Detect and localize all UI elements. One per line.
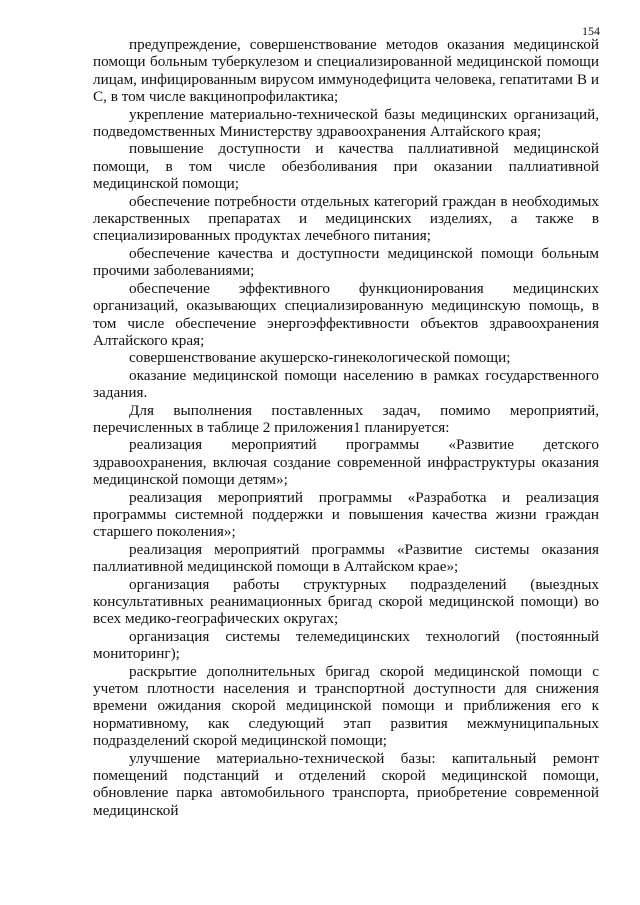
paragraph: раскрытие дополнительных бригад скорой медицинской помощи с учетом плотности населения и транспортной доступности для снижения времени ожидания скорой медицинской помощи и приближения его к нормативному, как следующий этап развития межмуниципальных подразделений скорой медицинской помощи; [93,662,599,750]
paragraph: обеспечение качества и доступности медицинской помощи больным прочими заболеваниями; [93,244,599,280]
paragraph: реализация мероприятий программы «Разработка и реализация программы системной поддержки и повышения качества жизни граждан старшего поколения»; [93,488,599,541]
paragraph: обеспечение потребности отдельных категорий граждан в необходимых лекарственных препаратах и медицинских изделиях, а также в специализированных продуктах лечебного питания; [93,192,599,245]
paragraph: организация системы телемедицинских технологий (постоянный мониторинг); [93,627,599,663]
paragraph: обеспечение эффективного функционирования медицинских организаций, оказывающих специализированную медицинскую помощь, в том числе обеспечение энергоэффективности объектов здравоохранения Алтайского края; [93,279,599,349]
paragraph: реализация мероприятий программы «Развитие детского здравоохранения, включая создание современной инфраструктуры оказания медицинской помощи детям»; [93,436,599,489]
paragraph: реализация мероприятий программы «Развитие системы оказания паллиативной медицинской помощи в Алтайском крае»; [93,540,599,576]
paragraph: повышение доступности и качества паллиативной медицинской помощи, в том числе обезболивания при оказании паллиативной медицинской помощи; [93,140,599,193]
page-number: 154 [582,24,600,38]
document-body [93,36,599,819]
paragraph: предупреждение, совершенствование методов оказания медицинской помощи больным туберкулезом и специализированной медицинской помощи лицам, инфицированным вирусом иммунодефицита человека, гепатитами В и С, в том числе вакцинопрофилактика; [93,36,599,106]
paragraph: Для выполнения поставленных задач, помимо мероприятий, перечисленных в таблице 2 приложения1 планируется: [93,401,599,436]
paragraph: оказание медицинской помощи населению в рамках государственного задания. [93,366,599,402]
paragraph: улучшение материально-технической базы: капитальный ремонт помещений подстанций и отделений скорой медицинской помощи, обновление парка автомобильного транспорта, приобретение современной медицинской [93,749,599,819]
paragraph: совершенствование акушерско-гинекологической помощи; [129,349,511,367]
paragraph: организация работы структурных подразделений (выездных консультативных реанимационных бригад скорой медицинской помощи) во всех медико-географических округах; [93,575,599,628]
paragraph: укрепление материально-технической базы медицинских организаций, подведомственных Министерству здравоохранения Алтайского края; [93,105,599,141]
